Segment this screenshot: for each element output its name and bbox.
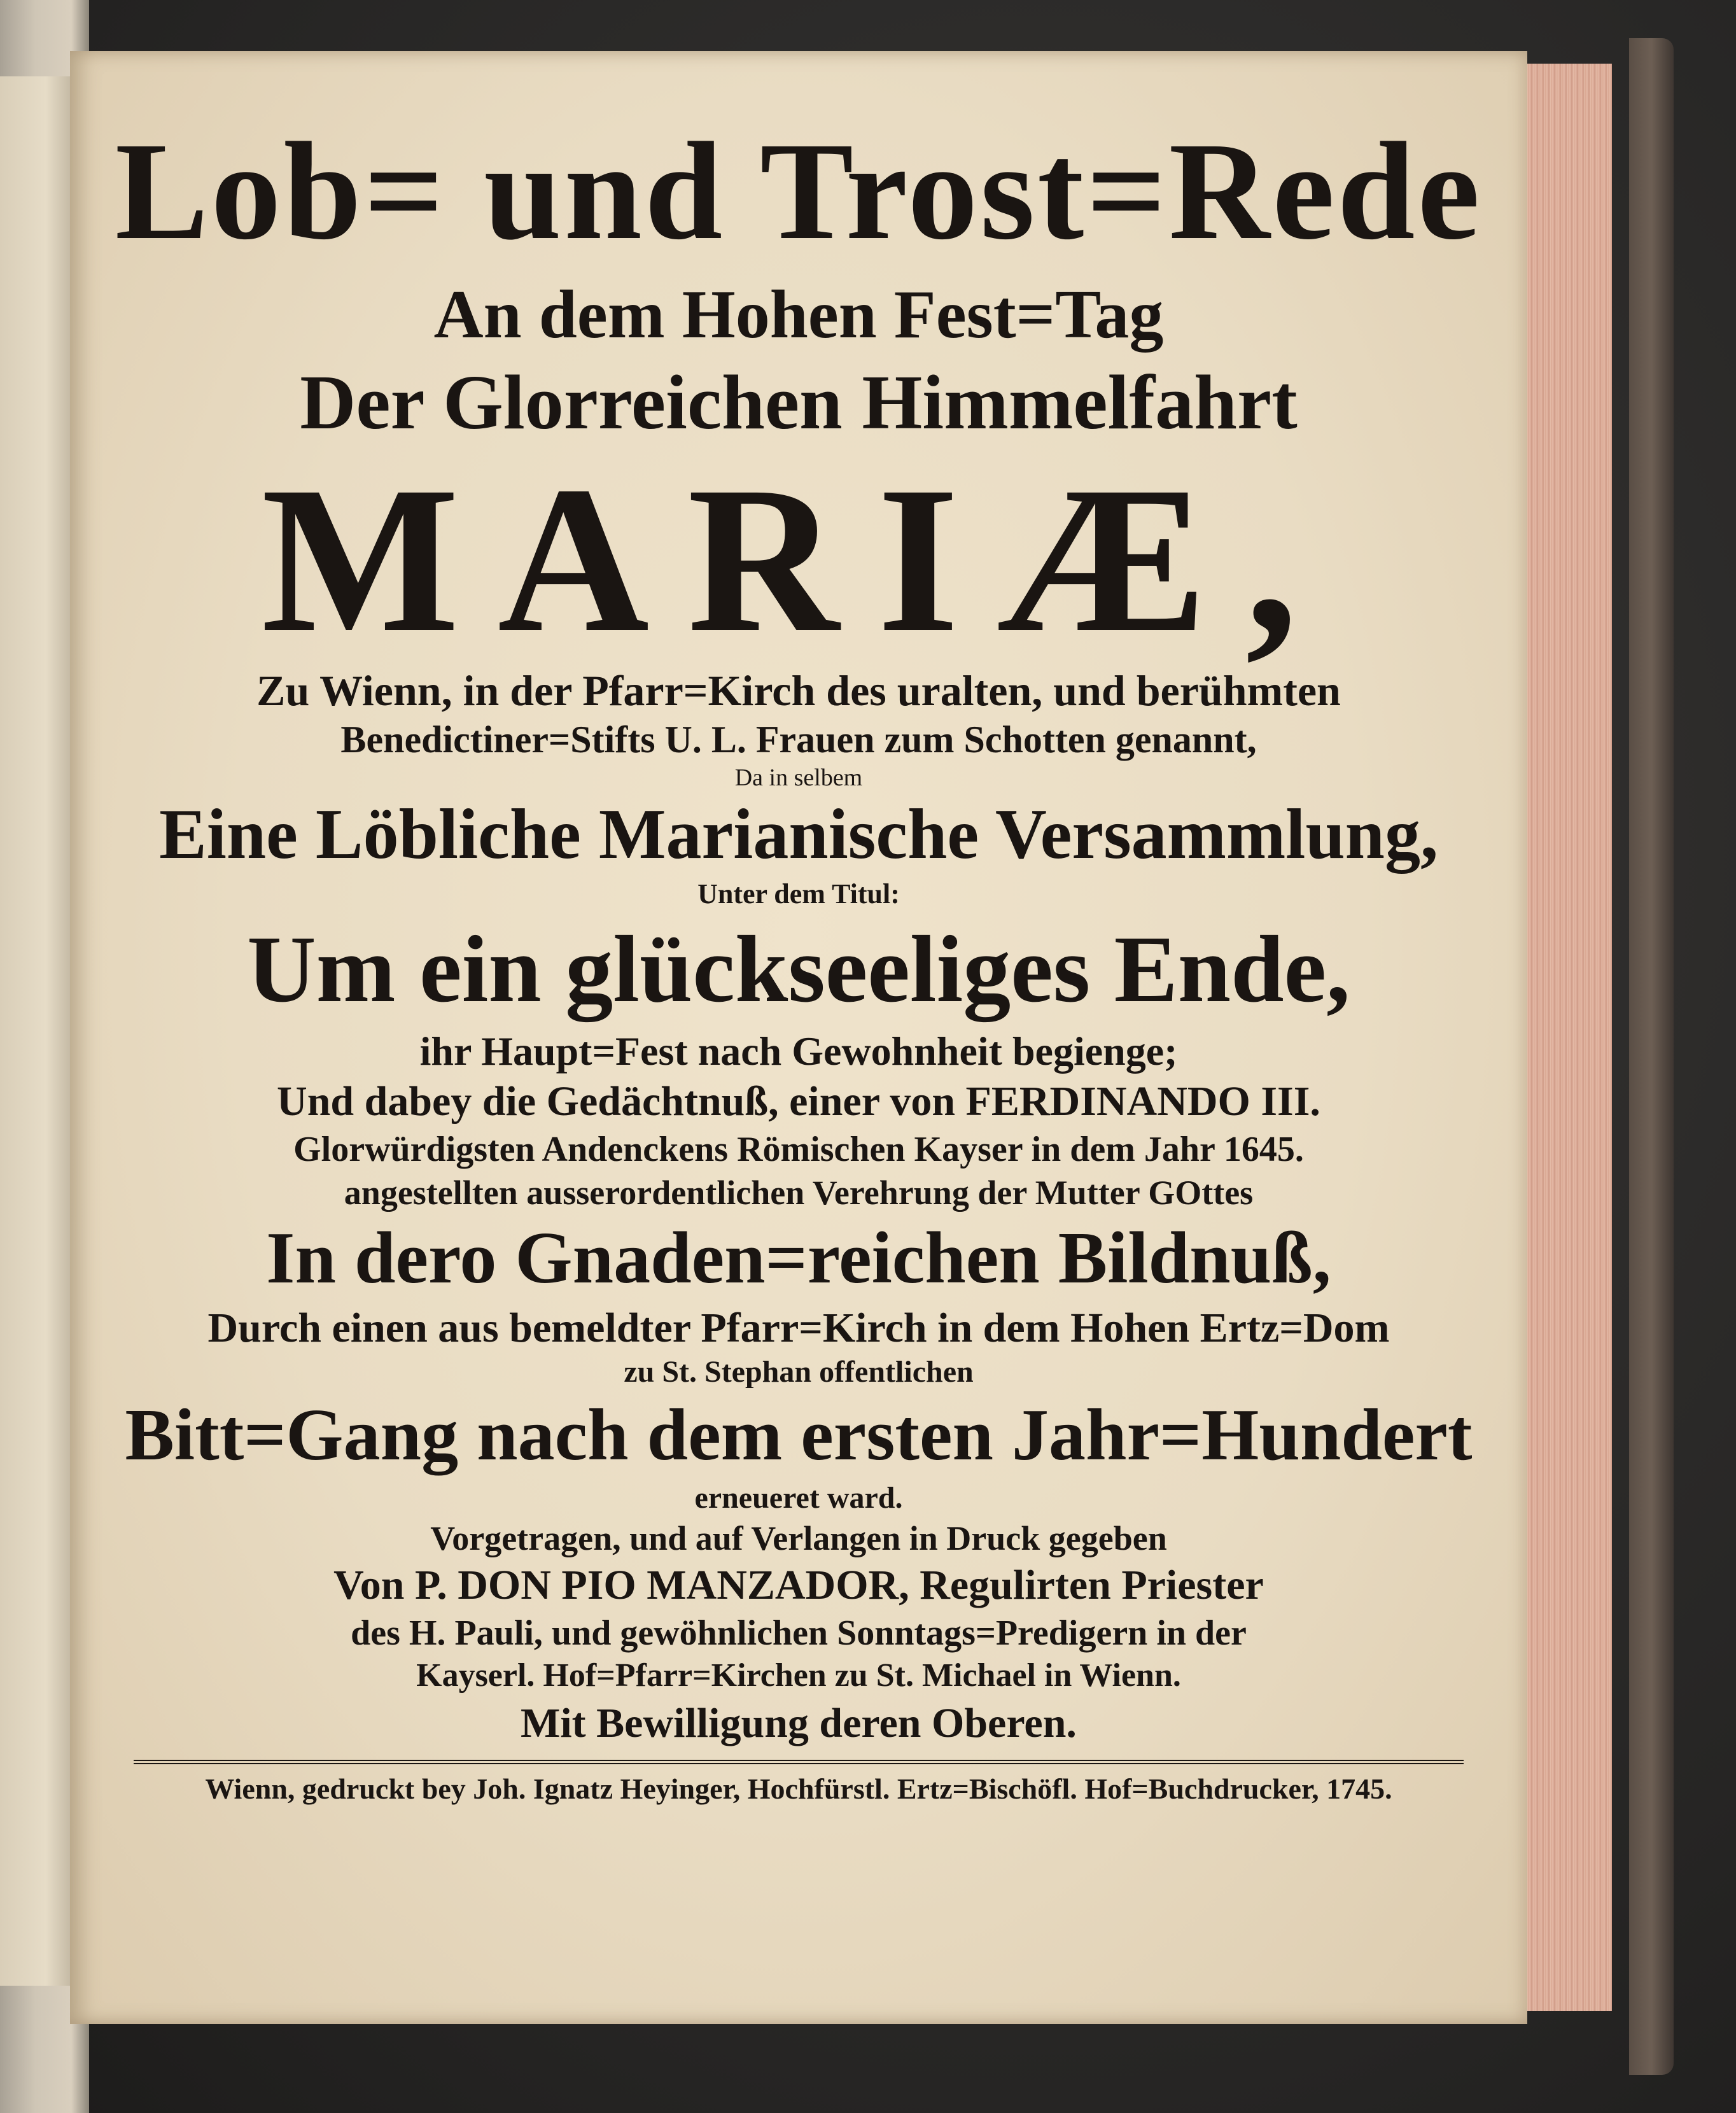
- haupt-fest-line: ihr Haupt=Fest nach Gewohnheit begienge;: [419, 1028, 1178, 1074]
- imprint-line: Wienn, gedruckt bey Joh. Ignatz Heyinger, Hochfürstl. Ertz=Bischöfl. Hof=Buchdrucker, 1745.: [205, 1773, 1392, 1805]
- mariae-heading: MARIÆ,: [261, 455, 1336, 665]
- double-rule: [134, 1760, 1464, 1764]
- title-page-text: [108, 108, 1489, 1808]
- vorgetragen-line: Vorgetragen, und auf Verlangen in Druck gegeben: [430, 1519, 1167, 1557]
- page-edges: [1515, 64, 1612, 2011]
- main-title: Lob= und Trost=Rede: [115, 113, 1483, 269]
- bildnuss-heading: In dero Gnaden=reichen Bildnuß,: [266, 1218, 1331, 1299]
- ferdinando-line: Und dabey die Gedächtnuß, einer von FERDINANDO III.: [277, 1078, 1320, 1125]
- approval-line: Mit Bewilligung deren Oberen.: [521, 1700, 1077, 1746]
- congregation-title: Um ein glückseeliges Ende,: [247, 916, 1350, 1022]
- kayser-line: Glorwürdigsten Andenckens Römischen Kayser in dem Jahr 1645.: [293, 1130, 1304, 1169]
- unter-dem-titul: Unter dem Titul:: [697, 878, 900, 909]
- hof-pfarr-line: Kayserl. Hof=Pfarr=Kirchen zu St. Michael in Wienn.: [416, 1657, 1181, 1694]
- author-affiliation-line: des H. Pauli, und gewöhnlichen Sonntags=Predigern in der: [351, 1613, 1247, 1653]
- verehrung-line: angestellten ausserordentlichen Verehrung der Mutter GOttes: [344, 1174, 1254, 1212]
- da-in-selbem: Da in selbem: [734, 764, 863, 791]
- subtitle-feast-day: An dem Hohen Fest=Tag: [433, 277, 1164, 353]
- pfarr-kirch-line: Durch einen aus bemeldter Pfarr=Kirch in dem Hohen Ertz=Dom: [207, 1305, 1390, 1351]
- facing-page-edge: [0, 76, 76, 1986]
- book-binding: [1629, 38, 1674, 2075]
- subtitle-ascension: Der Glorreichen Himmelfahrt: [300, 360, 1298, 446]
- st-stephan-line: zu St. Stephan offentlichen: [624, 1355, 974, 1389]
- author-line: Von P. DON PIO MANZADOR, Regulirten Priester: [333, 1562, 1264, 1608]
- title-page: [70, 51, 1527, 2024]
- erneueret-line: erneueret ward.: [694, 1481, 903, 1515]
- location-line-2: Benedictiner=Stifts U. L. Frauen zum Schotten genannt,: [340, 719, 1257, 761]
- congregation-heading: Eine Löbliche Marianische Versammlung,: [159, 795, 1438, 874]
- location-line-1: Zu Wienn, in der Pfarr=Kirch des uralten, und berühmten: [256, 666, 1341, 715]
- bitt-gang-heading: Bitt=Gang nach dem ersten Jahr=Hundert: [125, 1394, 1473, 1476]
